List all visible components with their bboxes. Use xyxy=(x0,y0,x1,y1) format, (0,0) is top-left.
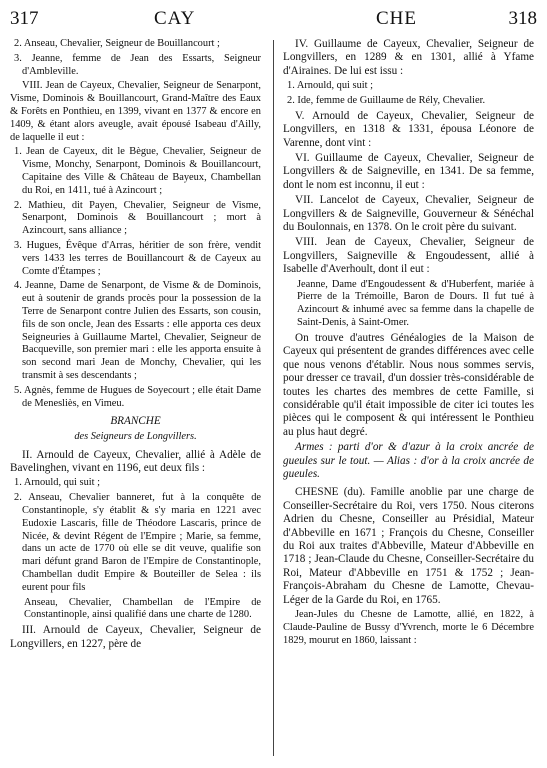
paragraph: Jeanne, Dame d'Engoudessent & d'Huberfent, mariée à Pierre de la Trémoille, Baron de Dours. Il fut tué à Azincourt & inhumé avec sa femme dans la chapelle de Saint-Denis, à Saint-Omer. xyxy=(297,278,534,329)
running-header xyxy=(10,6,537,36)
running-title-right: CHE xyxy=(376,8,417,29)
paragraph: 1. Arnould, qui suit ; xyxy=(287,80,374,92)
paragraph: VII. Lancelot de Cayeux, Chevalier, Seigneur de Longvillers & de Saigneville, Gouverneur & Sénéchal du Boulonnais, en 1378. On le croit père du suivant. xyxy=(283,194,534,234)
paragraph: Anseau, Chevalier, Chambellan de l'Empire de Constantinople, ainsi qualifié dans une charte de 1280. xyxy=(24,596,261,621)
paragraph: VIII. Jean de Cayeux, Chevalier, Seigneur de Longvillers, Saigneville & Engoudessent, allié à Isabelle d'Averhoult, dont il eut : xyxy=(283,236,534,276)
paragraph: V. Arnould de Cayeux, Chevalier, Seigneur de Longvillers, en 1318 & 1331, épousa Léonore de Varenne, dont vint : xyxy=(283,109,534,149)
paragraph: 2. Anseau, Chevalier banneret, fut à la conquête de Constantinople, s'y établit & s'y maria en 1221 avec Eudoxie Lascaris, fille de Théodore Lascaris, prince de Nicée, & devint Régent de l'Empire ; Marie, sa femme, dans un acte de 1770 où elle se dit veuve, qualifie son mari défunt grand Baron de l'Empire de Constantinople, Chambellan dudit Empire & Bouteiller de Selea : ils eurent pour fils xyxy=(14,492,261,593)
paragraph: III. Arnould de Cayeux, Chevalier, Seigneur de Longvillers, en 1227, père de xyxy=(10,624,261,650)
paragraph: 4. Jeanne, Dame de Senarpont, de Visme & de Dominois, eut à soutenir de grands procès pour la possession de la Terre de Senarpont contre Julien des Essarts, son cousin, fils de son oncle, Jean des Essarts : elle apporta ces deux Seigneuries à Guillaume Martel, Chevalier, Seigneur de Bacqueville, son premier mari : elle les apporta ensuite à son second mari Jean de Monchy, Chevalier, qui les transmit à ses descendants ; xyxy=(14,280,261,381)
paragraph: 3. Hugues, Évêque d'Arras, héritier de son frère, vendit vers 1433 les terres de Bouillancourt & de Cayeux au Comte d'Étampes ; xyxy=(14,239,261,277)
page-number-right: 318 xyxy=(508,8,537,29)
paragraph: Armes : parti d'or & d'azur à la croix ancrée de gueules sur le tout. — Alias : d'or à la croix ancrée de gueules. xyxy=(283,441,534,480)
paragraph: 3. Jeanne, femme de Jean des Essarts, Seigneur d'Ambleville. xyxy=(14,52,261,77)
paragraph: 1. Jean de Cayeux, dit le Bègue, Chevalier, Seigneur de Visme, Monchy, Senarpont, Dominois & Bouillancourt, Capitaine des Ville & Château de Bayeux, Chambellan du Roi, en 1411, tué à Azincourt ; xyxy=(14,146,261,196)
paragraph: II. Arnould de Cayeux, Chevalier, allié à Adèle de Bavelinghen, vivant en 1196, eut deux fils : xyxy=(10,448,261,474)
paragraph: 2. Anseau, Chevalier, Seigneur de Bouillancourt ; xyxy=(14,38,220,49)
paragraph: VI. Guillaume de Cayeux, Chevalier, Seigneur de Longvillers & de Saigneville, en 1341. De sa femme, dont le nom est inconnu, il eut : xyxy=(283,152,534,191)
left-text-column xyxy=(10,38,261,763)
paragraph: 2. Mathieu, dit Payen, Chevalier, Seigneur de Visme, Senarpont, Dominois & Bouillancourt ; mort à Azincourt, sans alliance ; xyxy=(14,199,261,237)
paragraph: Jean-Jules du Chesne de Lamotte, allié, en 1822, à Claude-Pauline de Bussy d'Yvrench, morte le 6 Décembre 1829, mourut en 1860, laissant : xyxy=(283,609,534,646)
paragraph: 2. Ide, femme de Guillaume de Rély, Chevalier. xyxy=(287,95,486,107)
running-title-left: CAY xyxy=(154,8,196,29)
paragraph: BRANCHE xyxy=(110,415,161,428)
right-text-column xyxy=(283,38,534,763)
column-divider xyxy=(273,40,274,756)
paragraph: IV. Guillaume de Cayeux, Chevalier, Seigneur de Longvillers, en 1289 & en 1301, allié à Yfame d'Airaines. De lui est issu : xyxy=(283,38,534,77)
paragraph: VIII. Jean de Cayeux, Chevalier, Seigneur de Senarpont, Visme, Dominois & Bouillancourt, Grand-Maître des Eaux & Forêts en Ponthieu, en 1399, vivant en 1377 & encore en 1409, & étant alors aveugle, avait épousé Isabeau d'Ailly, de laquelle il eut : xyxy=(10,80,261,143)
paragraph: des Seigneurs de Longvillers. xyxy=(74,430,197,442)
paragraph: On trouve d'autres Généalogies de la Maison de Cayeux qui présentent de grandes différences avec celle que nous venons d'établir. Nous nous sommes servis, pour dresser ce travail, d'un dossier très-considérable de toutes les chartes des membres de cette Famille, si considérable qu'il était impossible de citer ici toutes les pièces qui le composent & qui intéressent le Ponthieu au plus haut degré. xyxy=(283,331,534,438)
paragraph: 5. Agnès, femme de Hugues de Soyecourt ; elle était Dame de Menesliès, en Vimeu. xyxy=(14,384,261,409)
paragraph: 1. Arnould, qui suit ; xyxy=(14,477,101,489)
paragraph: CHESNE (du). Famille anoblie par une charge de Conseiller-Secrétaire du Roi, vers 1750. Nous citerons Adrien du Chesne, Conseiller au Présidial, Mateur d'Abbeville en 1671 ; François du Chesne, Conseiller du Roi aux traites d'Abbeville, Mateur d'Abbeville en 1718 ; Jean-Claude du Chesne, Conseiller-Secrétaire du Roi, Mateur d'Abbeville en 1751 & 1752 ; Jean-François-Abraham du Chesne de Lamotte, Chevau-Léger de la Garde du Roi, en 1765. xyxy=(283,486,534,606)
page-number-left: 317 xyxy=(10,8,39,29)
